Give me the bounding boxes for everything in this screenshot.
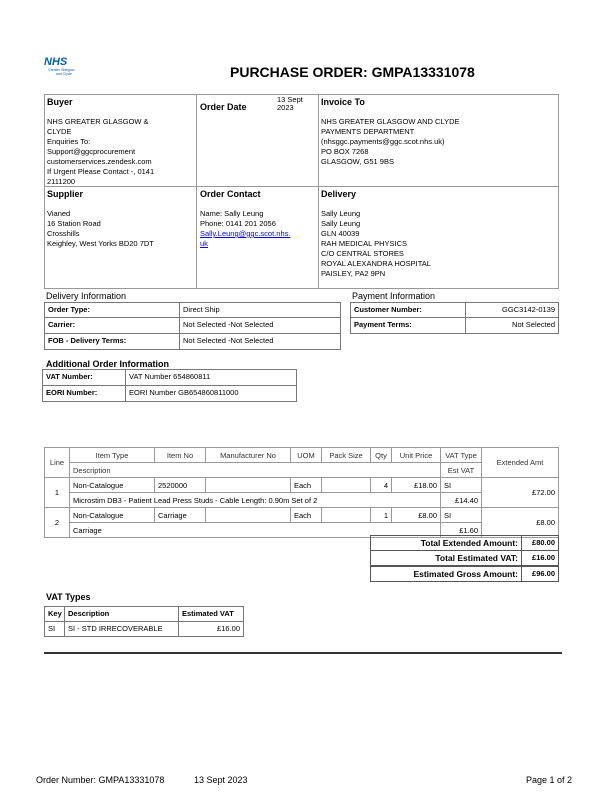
col-uom: UOM	[291, 448, 322, 463]
page-title: PURCHASE ORDER: GMPA13331078	[230, 64, 475, 80]
contact-email-link[interactable]: Sally.Leung@ggc.scot.nhs.	[200, 229, 291, 238]
col-line: Line	[45, 448, 70, 478]
total-extended-value: £80.00	[521, 535, 559, 551]
vat-key-header: Key	[44, 606, 65, 622]
qty: 4	[371, 478, 392, 493]
additional-info-value: VAT Number 654860811	[125, 369, 297, 386]
col-pack-size: Pack Size	[322, 448, 371, 463]
gross-amount-value: £96.00	[521, 566, 559, 582]
payment-info-label: Payment Terms:	[350, 317, 466, 334]
pack-size	[322, 508, 371, 523]
supplier-line: Crosshills	[47, 229, 80, 238]
unit-price: £18.00	[392, 478, 441, 493]
vat-description-header: Description	[64, 606, 179, 622]
invoice-line: GLASGOW, G51 9BS	[321, 157, 394, 166]
uom: Each	[291, 508, 322, 523]
est-vat: £14.40	[441, 493, 482, 508]
delivery-label: Delivery	[321, 189, 357, 199]
nhs-logo-text: NHS	[44, 56, 68, 68]
col-item-type: Item Type	[70, 448, 155, 463]
contact-name: Name: Sally Leung	[200, 209, 264, 218]
vat-types-title: VAT Types	[46, 592, 91, 602]
extended-amt: £8.00	[482, 508, 559, 538]
line-items-header-row	[45, 448, 559, 463]
vat-description: SI - STD IRRECOVERABLE	[64, 621, 179, 637]
line-number: 1	[45, 478, 70, 508]
manufacturer-no	[206, 508, 291, 523]
payment-info-label: Customer Number:	[350, 302, 466, 318]
vat-estimated-header: Estimated VAT	[178, 606, 244, 622]
divider	[318, 94, 319, 289]
payment-info-title: Payment Information	[352, 291, 436, 301]
delivery-info-label: Carrier:	[44, 317, 180, 334]
vat-type: SI	[441, 508, 482, 523]
item-no: Carriage	[155, 508, 206, 523]
vat-estimated: £16.00	[178, 621, 244, 637]
section-divider	[44, 652, 562, 654]
table-row	[45, 478, 559, 493]
item-type: Non-Catalogue	[70, 478, 155, 493]
qty: 1	[371, 508, 392, 523]
delivery-info-value: Not Selected -Not Selected	[179, 333, 341, 350]
nhs-logo-sub1: Greater Glasgow	[48, 68, 75, 72]
buyer-line: NHS GREATER GLASGOW &	[47, 117, 149, 126]
order-date-line: 2023	[277, 103, 294, 112]
est-vat: £1.60	[441, 523, 482, 538]
col-unit-price: Unit Price	[392, 448, 441, 463]
footer-order-number: Order Number: GMPA13331078	[36, 775, 165, 785]
buyer-line: Enquiries To:	[47, 137, 91, 146]
supplier-line: 16 Station Road	[47, 219, 101, 228]
vat-type: SI	[441, 478, 482, 493]
order-date-value	[277, 96, 303, 112]
delivery-line: ROYAL ALEXANDRA HOSPITAL	[321, 259, 431, 268]
invoice-line: PO BOX 7268	[321, 147, 369, 156]
supplier-line: Keighley, West Yorks BD20 7DT	[47, 239, 154, 248]
footer-date: 13 Sept 2023	[194, 775, 248, 785]
delivery-address	[321, 209, 431, 279]
gross-amount-label: Estimated Gross Amount:	[370, 566, 522, 582]
additional-info-title: Additional Order Information	[46, 359, 169, 369]
description: Carriage	[70, 523, 441, 538]
invoice-to-address	[321, 117, 460, 167]
item-type: Non-Catalogue	[70, 508, 155, 523]
delivery-info-value: Direct Ship	[179, 302, 341, 318]
unit-price: £8.00	[392, 508, 441, 523]
order-contact-label: Order Contact	[200, 189, 261, 199]
payment-info-value: Not Selected	[465, 317, 559, 334]
delivery-line: PAISLEY, PA2 9PN	[321, 269, 386, 278]
delivery-info-label: Order Type:	[44, 302, 180, 318]
buyer-line: Support@ggcprocurement	[47, 147, 136, 156]
col-extended-amt: Extended Amt	[482, 448, 559, 478]
supplier-line: Vianed	[47, 209, 71, 218]
payment-info-value: GGC3142-0139	[465, 302, 559, 318]
total-vat-value: £16.00	[521, 550, 559, 566]
col-description: Description	[70, 463, 441, 478]
buyer-line: 2111200	[47, 177, 76, 186]
manufacturer-no	[206, 478, 291, 493]
description: Microstim DB3 - Patient Lead Press Studs - Cable Length: 0.90m Set of 2	[70, 493, 441, 508]
table-row	[45, 508, 559, 523]
buyer-line: If Urgent Please Contact -, 0141	[47, 167, 155, 176]
additional-info-label: VAT Number:	[42, 369, 126, 386]
col-item-no: Item No	[155, 448, 206, 463]
order-date-line: 13 Sept	[277, 95, 303, 104]
buyer-line: customerservices.zendesk.com	[47, 157, 152, 166]
order-date-label: Order Date	[200, 102, 247, 112]
extended-amt: £72.00	[482, 478, 559, 508]
line-items-table	[44, 447, 559, 538]
contact-phone: Phone: 0141 201 2056	[200, 219, 276, 228]
delivery-info-value: Not Selected -Not Selected	[179, 317, 341, 334]
uom: Each	[291, 478, 322, 493]
delivery-line: GLN 40039	[321, 229, 360, 238]
invoice-line: (nhsggc.payments@ggc.scot.nhs.uk)	[321, 137, 445, 146]
additional-info-value: EORI Number GB654860811000	[125, 385, 297, 402]
divider	[196, 94, 197, 289]
col-manufacturer-no: Manufacturer No	[206, 448, 291, 463]
supplier-address	[47, 209, 154, 249]
contact-email-link[interactable]: uk	[200, 239, 208, 248]
pack-size	[322, 478, 371, 493]
footer-page-number: Page 1 of 2	[526, 775, 573, 785]
buyer-label: Buyer	[47, 97, 73, 107]
total-vat-label: Total Estimated VAT:	[370, 550, 522, 566]
vat-key: SI	[44, 621, 65, 637]
total-extended-label: Total Extended Amount:	[370, 535, 522, 551]
delivery-line: RAH MEDICAL PHYSICS	[321, 239, 407, 248]
col-vat-type: VAT Type	[441, 448, 482, 463]
table-row-description	[45, 493, 559, 508]
order-contact-details	[200, 209, 290, 249]
nhs-logo-sub2: and Clyde	[56, 72, 72, 76]
additional-info-label: EORI Number:	[42, 385, 126, 402]
line-items-subheader-row	[45, 463, 559, 478]
delivery-line: C/O CENTRAL STORES	[321, 249, 404, 258]
item-no: 2520000	[155, 478, 206, 493]
buyer-line: CLYDE	[47, 127, 72, 136]
col-qty: Qty	[371, 448, 392, 463]
invoice-line: PAYMENTS DEPARTMENT	[321, 127, 415, 136]
delivery-line: Sally Leung	[321, 219, 361, 228]
invoice-to-label: Invoice To	[321, 97, 365, 107]
nhs-logo	[44, 56, 80, 76]
buyer-address	[47, 117, 154, 187]
delivery-line: Sally Leung	[321, 209, 361, 218]
col-est-vat: Est VAT	[441, 463, 482, 478]
invoice-line: NHS GREATER GLASGOW AND CLYDE	[321, 117, 460, 126]
line-number: 2	[45, 508, 70, 538]
delivery-info-label: FOB - Delivery Terms:	[44, 333, 180, 350]
delivery-info-title: Delivery Information	[46, 291, 127, 301]
supplier-label: Supplier	[47, 189, 84, 199]
